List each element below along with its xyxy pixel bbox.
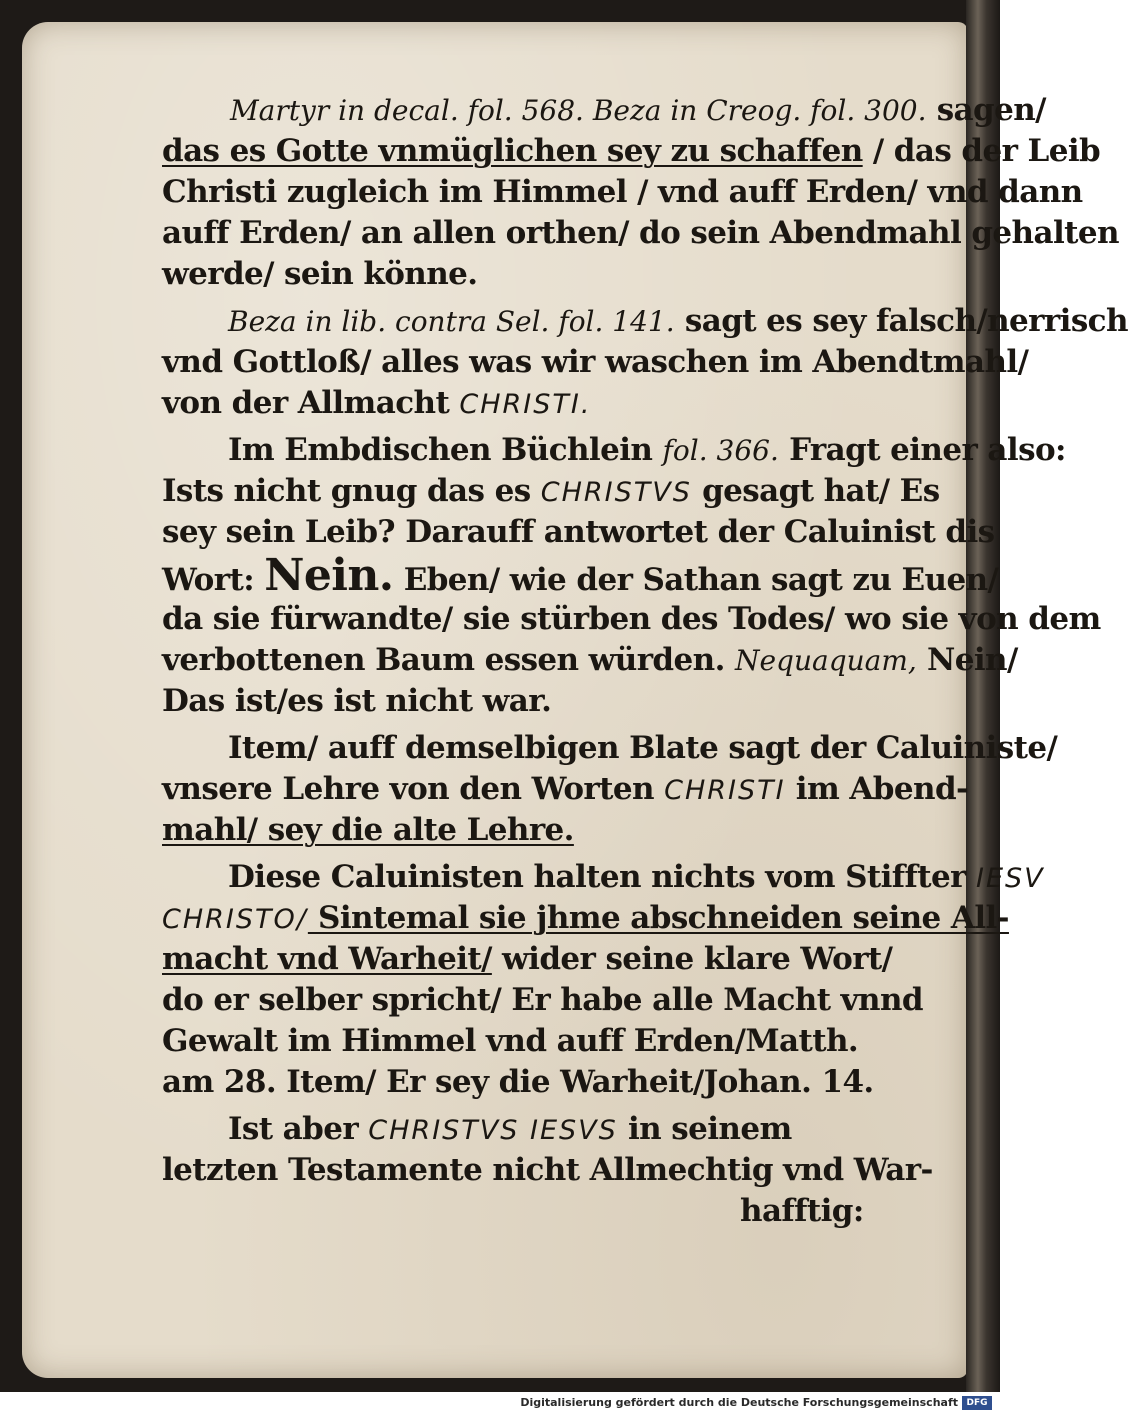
text-run: verbottenen Baum essen würden. [162, 642, 735, 678]
text-line-19 [140, 857, 1045, 898]
underlined-text: das es Gotte vnmüglichen sey zu schaffen [162, 133, 863, 169]
text-line-23 [140, 1021, 965, 1062]
dfg-logo: DFG [962, 1396, 992, 1410]
text-run: Nein/ [916, 642, 1018, 678]
text-run: gesagt hat/ Es [691, 473, 940, 509]
antiqua-text: CHRISTVS IESVS [368, 1115, 618, 1146]
text-line-13 [140, 599, 1101, 640]
text-run: im Abend- [785, 771, 969, 807]
text-run: hafftig: [740, 1193, 864, 1229]
citation: Beza in lib. contra Sel. fol. 141. [228, 305, 675, 338]
text-run: sagt es sey falsch/nerrisch [674, 303, 1128, 339]
text-line-11 [140, 512, 995, 553]
text-line-15 [140, 681, 965, 722]
text-line-16 [140, 728, 1058, 769]
text-line-27 [140, 1191, 965, 1232]
underlined-text: Sintemal sie jhme abschneiden seine All- [307, 900, 1009, 936]
text-run: Item/ auff demselbigen Blate sagt der Caluiniste/ [228, 730, 1058, 766]
antiqua-text: CHRISTI [664, 775, 786, 806]
text-line-26 [140, 1150, 965, 1191]
text-run: Eben/ wie der Sathan sagt zu Euen/ [393, 562, 999, 598]
text-run: vnsere Lehre von den Worten [162, 771, 665, 807]
text-run: in seinem [617, 1111, 792, 1147]
text-line-22 [140, 980, 965, 1021]
text-line-3 [140, 172, 1083, 213]
text-line-17 [140, 769, 969, 810]
antiqua-text: CHRISTVS [540, 477, 692, 508]
digitization-footer [0, 1392, 1000, 1414]
text-line-25 [140, 1109, 965, 1150]
text-line-7 [140, 342, 1029, 383]
text-run: Ists nicht gnug das es [162, 473, 541, 509]
text-run: Diese Caluinisten halten nichts vom Stiffter [228, 859, 977, 895]
text-run: Gewalt im Himmel vnd auff Erden/Matth. [162, 1023, 859, 1059]
text-line-5 [140, 254, 965, 295]
text-line-20 [140, 898, 1009, 939]
text-line-2 [140, 131, 1101, 172]
latin-text: Nequaquam, [734, 644, 917, 677]
text-run: / das der Leib [862, 133, 1101, 169]
text-line-14 [140, 640, 1018, 681]
text-run: am 28. Item/ Er sey die Warheit/Johan. 14. [162, 1064, 874, 1100]
underlined-text: mahl/ sey die alte Lehre. [162, 812, 574, 848]
text-run: auff Erden/ an allen orthen/ do sein Abendmahl gehalten [162, 215, 1119, 251]
text-line-24 [140, 1062, 965, 1103]
text-run: do er selber spricht/ Er habe alle Macht vnnd [162, 982, 923, 1018]
text-run: da sie fürwandte/ sie stürben des Todes/ wo sie von dem [162, 601, 1101, 637]
text-run: Das ist/es ist nicht war. [162, 683, 552, 719]
funding-credit: Digitalisierung gefördert durch die Deutsche Forschungsgemeinschaft [520, 1396, 958, 1409]
text-line-21 [140, 939, 965, 980]
text-run: Ist aber [228, 1111, 369, 1147]
text-run: Christi zugleich im Himmel / vnd auff Erden/ vnd dann [162, 174, 1083, 210]
text-run: wider seine klare Wort/ [491, 941, 893, 977]
citation: Martyr in decal. fol. 568. Beza in Creog. fol. 300. [230, 94, 927, 127]
text-line-18 [140, 810, 965, 851]
text-line-9 [140, 430, 1066, 471]
text-line-6 [140, 301, 1128, 342]
citation: fol. 366. [662, 434, 779, 467]
text-run: sey sein Leib? Darauff antwortet der Caluinist dis [162, 514, 995, 550]
text-run: werde/ sein könne. [162, 256, 478, 292]
text-run: letzten Testamente nicht Allmechtig vnd War- [162, 1152, 933, 1188]
text-run: Fragt einer also: [778, 432, 1066, 468]
text-line-12 [140, 550, 999, 601]
text-run: von der Allmacht [162, 385, 460, 421]
page-text [140, 90, 1128, 1232]
text-line-8 [140, 383, 965, 424]
underlined-text: macht vnd Warheit/ [162, 941, 492, 977]
text-line-10 [140, 471, 965, 512]
antiqua-text: CHRISTI. [459, 389, 592, 420]
emphasized-word: Nein. [264, 550, 394, 601]
text-line-1 [140, 90, 1046, 131]
text-run: sagen/ [926, 92, 1046, 128]
text-line-4 [140, 213, 1119, 254]
text-run: Im Embdischen Büchlein [228, 432, 663, 468]
antiqua-text: IESV [976, 863, 1045, 894]
antiqua-text: CHRISTO/ [162, 904, 308, 935]
text-run: vnd Gottloß/ alles was wir waschen im Abendtmahl/ [162, 344, 1029, 380]
text-run: Wort: [162, 562, 265, 598]
